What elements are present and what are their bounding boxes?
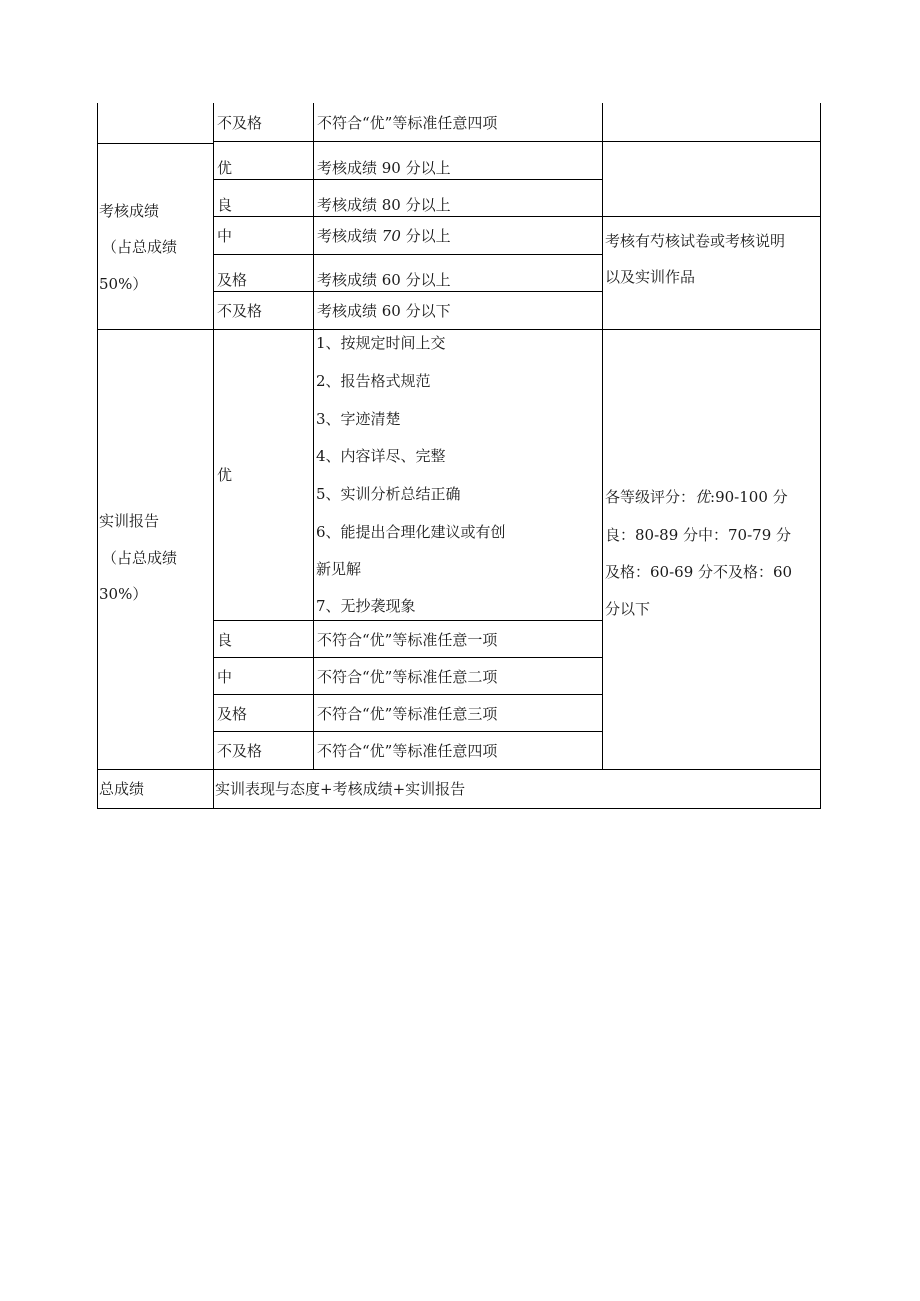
- row-divider: [213, 216, 821, 217]
- grade-label: 不及格: [217, 114, 263, 132]
- row-divider: [97, 143, 214, 144]
- exam-criteria-good: 考核成绩 80 分以上: [317, 196, 451, 214]
- total-label: 总成绩: [99, 780, 145, 798]
- criteria-item: 1、按规定时间上交: [316, 334, 446, 352]
- row-divider: [213, 731, 603, 732]
- grade-criteria: 不符合“优”等标准任意四项: [317, 114, 498, 132]
- column-divider: [97, 103, 98, 809]
- criteria-italic-number: 70: [381, 227, 401, 245]
- row-divider: [97, 808, 821, 809]
- exam-criteria-pass: 考核成绩 60 分以上: [317, 271, 451, 289]
- report-category-line-2: （占总成绩: [102, 549, 178, 567]
- exam-criteria-medium: [317, 227, 451, 245]
- row-divider: [213, 179, 603, 180]
- row-divider: [213, 291, 603, 292]
- criteria-item: 4、内容详尽、完整: [316, 447, 446, 465]
- exam-grade-pass: 及格: [217, 271, 248, 289]
- column-divider: [313, 103, 314, 770]
- scale-line: 及格：60-69 分不及格：60: [605, 563, 793, 581]
- report-grade-fail: 不及格: [217, 742, 263, 760]
- exam-criteria-fail: 考核成绩 60 分以下: [317, 302, 451, 320]
- total-formula: 实训表现与态度+考核成绩+实训报告: [215, 780, 466, 798]
- criteria-item: 6、能提出合理化建议或有创: [316, 523, 506, 541]
- criteria-item: 3、字迹清楚: [316, 410, 401, 428]
- row-divider: [213, 620, 603, 621]
- exam-note-line-2: 以及实训作品: [605, 268, 696, 286]
- row-divider: [213, 657, 603, 658]
- criteria-item: 2、报告格式规范: [316, 372, 431, 390]
- report-grade-pass: 及格: [217, 705, 248, 723]
- scale-line: [605, 488, 788, 506]
- exam-note-line-1: 考核有芍核试卷或考核说明: [605, 232, 786, 250]
- exam-category-line-2: （占总成绩: [102, 238, 178, 256]
- scale-prefix: 各等级评分：: [605, 488, 696, 506]
- exam-criteria-excellent: 考核成绩 90 分以上: [317, 159, 451, 177]
- report-grade-medium: 中: [217, 668, 233, 686]
- column-divider: [213, 103, 214, 809]
- report-criteria-medium: 不符合“优”等标准任意二项: [317, 668, 498, 686]
- scale-italic: 优: [695, 488, 711, 506]
- column-divider: [602, 103, 603, 770]
- row-divider: [213, 694, 603, 695]
- scale-line: 良：80-89 分中：70-79 分: [605, 526, 792, 544]
- criteria-item: 新见解: [316, 560, 362, 578]
- report-category-line-3: 30%）: [99, 585, 148, 603]
- scale-suffix: :90-100 分: [710, 488, 788, 506]
- report-category-line-1: 实训报告: [99, 512, 160, 530]
- report-criteria-fail: 不符合“优”等标准任意四项: [317, 742, 498, 760]
- row-divider: [213, 254, 603, 255]
- report-excellent-criteria-list: [316, 334, 601, 619]
- report-grade-good: 良: [217, 631, 233, 649]
- row-divider: [97, 769, 821, 770]
- exam-grade-excellent: 优: [217, 159, 233, 177]
- criteria-prefix: 考核成绩: [317, 227, 382, 245]
- exam-grade-good: 良: [217, 196, 233, 214]
- exam-grade-medium: 中: [217, 227, 233, 245]
- row-divider: [213, 141, 821, 142]
- row-divider: [97, 329, 821, 330]
- criteria-suffix: 分以上: [400, 227, 451, 245]
- report-criteria-good: 不符合“优”等标准任意一项: [317, 631, 498, 649]
- exam-category-line-1: 考核成绩: [99, 202, 160, 220]
- exam-grade-fail: 不及格: [217, 302, 263, 320]
- scale-line: 分以下: [605, 600, 651, 618]
- criteria-item: 5、实训分析总结正确: [316, 485, 461, 503]
- column-divider: [820, 103, 821, 809]
- criteria-item: 7、无抄袭现象: [316, 597, 416, 615]
- exam-category-line-3: 50%）: [99, 275, 148, 293]
- report-criteria-pass: 不符合“优”等标准任意三项: [317, 705, 498, 723]
- report-grade-excellent: 优: [217, 466, 233, 484]
